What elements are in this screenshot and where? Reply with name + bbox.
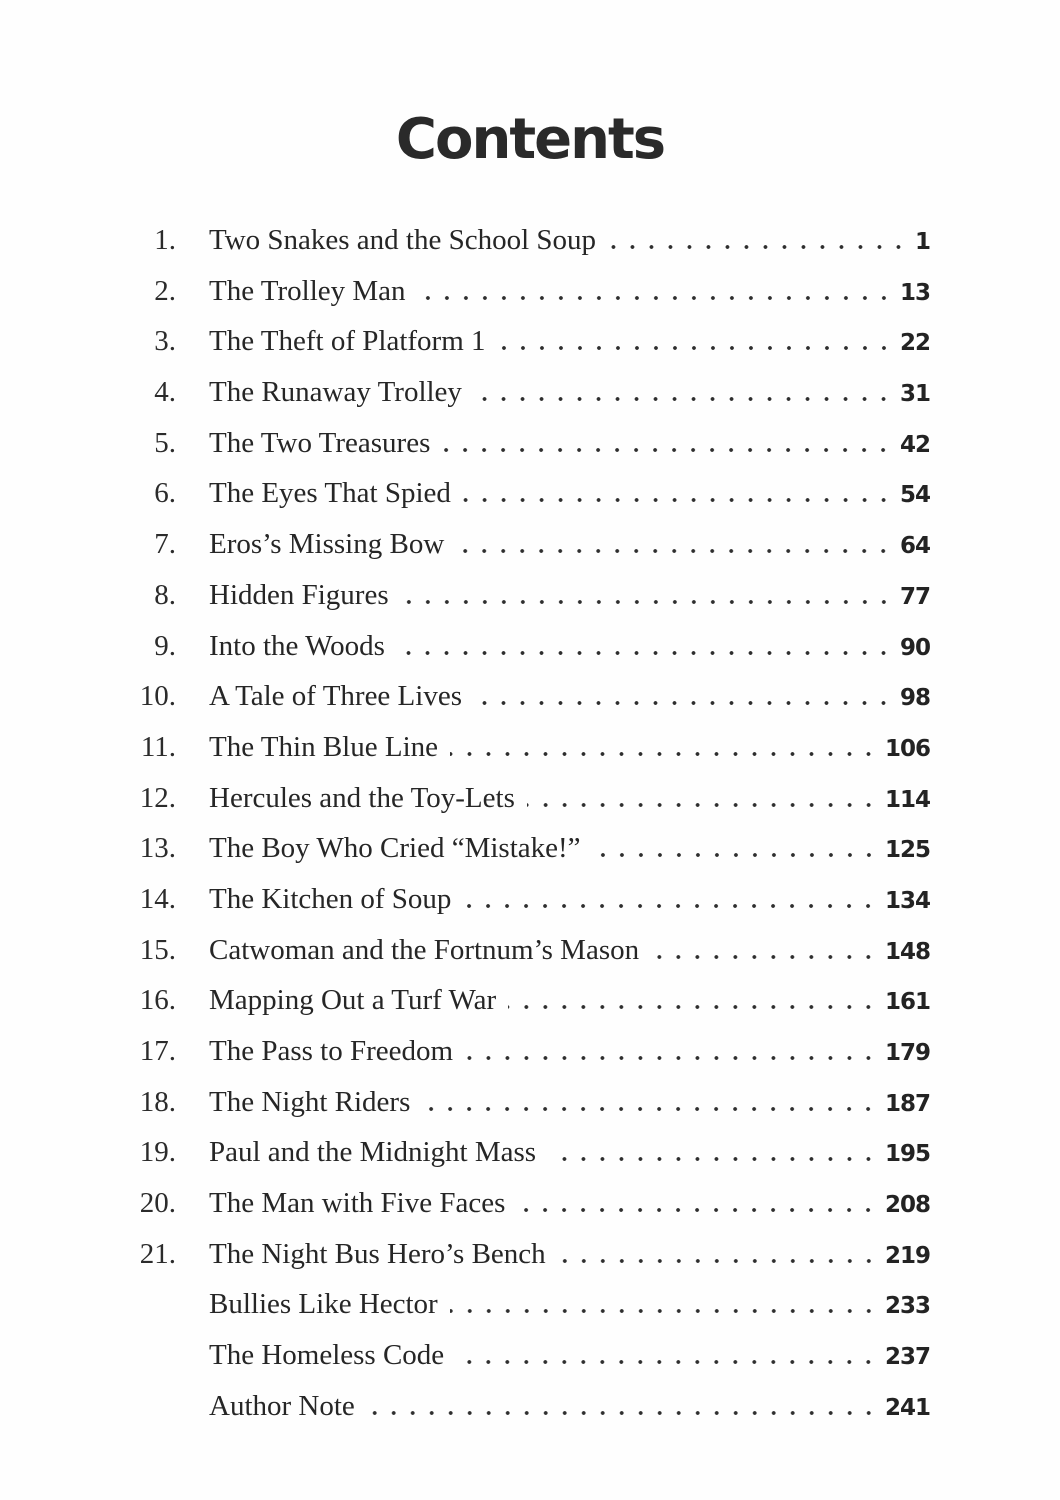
page-number: 134 — [884, 887, 930, 914]
toc-row — [118, 1085, 930, 1139]
dot-leader — [442, 448, 893, 452]
chapter-number: 5. — [154, 426, 176, 459]
dot-leader — [463, 904, 878, 908]
dot-leader — [498, 346, 893, 350]
page-number: 241 — [884, 1394, 930, 1421]
toc-row — [118, 274, 930, 328]
chapter-title: Eros’s Missing Bow — [209, 528, 445, 561]
dot-leader — [474, 397, 893, 401]
chapter-title: The Pass to Freedom — [209, 1035, 454, 1067]
chapter-number: 6. — [154, 477, 176, 510]
chapter-title: Hidden Figures — [209, 578, 389, 611]
dot-leader — [456, 549, 893, 553]
chapter-title: The Runaway Trolley — [209, 376, 462, 409]
dot-leader — [422, 1107, 878, 1111]
toc-row — [118, 986, 930, 1037]
dot-leader — [474, 701, 893, 705]
page-number: 54 — [899, 482, 930, 509]
page-number: 64 — [899, 533, 930, 560]
chapter-title: Hercules and the Toy-Lets — [209, 781, 515, 814]
page-number: 195 — [884, 1141, 930, 1168]
page-number: 13 — [899, 279, 930, 306]
page-number: 77 — [899, 583, 930, 610]
page-number: 208 — [884, 1192, 930, 1219]
toc-row — [118, 378, 930, 429]
dot-leader — [593, 853, 878, 857]
dot-leader — [418, 296, 893, 300]
page-number: 125 — [884, 837, 930, 864]
chapter-number: 8. — [154, 578, 176, 611]
dot-leader — [508, 1005, 878, 1009]
page-number: 1 — [914, 229, 930, 255]
page-number: 98 — [899, 685, 930, 712]
chapter-title: Author Note — [209, 1389, 355, 1422]
toc-row — [118, 1037, 930, 1088]
table-of-contents — [0, 226, 1060, 1443]
chapter-title: Into the Woods — [209, 629, 385, 662]
chapter-title: The Night Bus Hero’s Bench — [209, 1237, 546, 1270]
chapter-number: 19. — [139, 1136, 176, 1169]
toc-row — [118, 1237, 930, 1291]
chapter-number: 13. — [139, 832, 176, 865]
chapter-title: Paul and the Midnight Mass — [209, 1136, 537, 1169]
page-number: 90 — [899, 634, 930, 661]
toc-row — [118, 682, 930, 733]
chapter-number: 14. — [139, 882, 176, 915]
chapter-number: 9. — [154, 629, 176, 662]
toc-row — [118, 1138, 930, 1189]
toc-row — [118, 426, 930, 480]
toc-row — [118, 730, 930, 784]
dot-leader — [651, 955, 878, 959]
chapter-number: 17. — [139, 1035, 176, 1067]
toc-row — [118, 327, 930, 378]
chapter-number: 10. — [139, 680, 176, 713]
chapter-title: The Trolley Man — [209, 274, 406, 307]
dot-leader — [463, 498, 893, 502]
chapter-title: The Thin Blue Line — [209, 730, 438, 763]
page-number: 187 — [884, 1090, 930, 1117]
chapter-number: 1. — [154, 224, 176, 256]
chapter-number: 11. — [140, 730, 176, 763]
dot-leader — [450, 752, 878, 756]
chapter-title: The Night Riders — [209, 1085, 411, 1118]
page-number: 106 — [884, 735, 930, 762]
chapter-number: 15. — [139, 933, 176, 966]
toc-row — [118, 1290, 930, 1341]
toc-row — [118, 781, 930, 835]
toc-row — [118, 834, 930, 885]
dot-leader — [548, 1157, 878, 1161]
toc-row — [118, 578, 930, 632]
page-number: 22 — [899, 330, 930, 357]
dot-leader — [517, 1208, 878, 1212]
chapter-number: 4. — [154, 376, 176, 409]
dot-leader — [527, 803, 878, 807]
chapter-title: Bullies Like Hector — [209, 1288, 438, 1321]
toc-row — [118, 530, 930, 581]
page-number: 161 — [884, 989, 930, 1016]
chapter-title: The Homeless Code — [209, 1339, 445, 1372]
toc-row — [118, 226, 930, 277]
dot-leader — [401, 600, 893, 604]
chapter-title: Catwoman and the Fortnum’s Mason — [209, 933, 640, 966]
toc-row — [118, 1189, 930, 1240]
chapter-title: The Man with Five Faces — [209, 1187, 506, 1220]
page-number: 179 — [884, 1040, 930, 1066]
dot-leader — [465, 1056, 878, 1060]
chapter-title: The Kitchen of Soup — [209, 882, 452, 915]
chapter-number: 12. — [139, 781, 176, 814]
toc-row — [118, 882, 930, 936]
chapter-number: 2. — [154, 274, 176, 307]
chapter-title: A Tale of Three Lives — [209, 680, 462, 713]
page-number: 42 — [899, 431, 930, 458]
dot-leader — [450, 1309, 878, 1313]
page-number: 114 — [884, 786, 930, 813]
toc-row — [118, 479, 930, 530]
toc-row — [118, 629, 930, 683]
dot-leader — [367, 1411, 878, 1415]
chapter-title: Mapping Out a Turf War — [209, 984, 497, 1017]
chapter-number: 21. — [139, 1237, 176, 1270]
toc-row — [118, 1341, 930, 1392]
page-number: 219 — [884, 1242, 930, 1269]
chapter-number: 18. — [139, 1085, 176, 1118]
page-number: 237 — [884, 1344, 930, 1371]
page-number: 233 — [884, 1293, 930, 1320]
dot-leader — [608, 245, 908, 249]
chapter-title: The Eyes That Spied — [209, 477, 451, 510]
page-number: 31 — [899, 381, 930, 408]
toc-row — [118, 1389, 930, 1443]
dot-leader — [456, 1360, 878, 1364]
chapter-number: 7. — [154, 528, 176, 561]
chapter-number: 16. — [139, 984, 176, 1017]
chapter-title: The Two Treasures — [209, 426, 431, 459]
chapter-number: 20. — [139, 1187, 176, 1220]
page-number: 148 — [884, 938, 930, 965]
chapter-number: 3. — [154, 325, 176, 358]
toc-row — [118, 933, 930, 987]
chapter-title: The Theft of Platform 1 — [209, 325, 486, 358]
chapter-title: Two Snakes and the School Soup — [209, 224, 597, 256]
page-title: Contents — [395, 107, 665, 172]
dot-leader — [397, 651, 893, 655]
dot-leader — [558, 1259, 878, 1263]
chapter-title: The Boy Who Cried “Mistake!” — [209, 832, 581, 865]
